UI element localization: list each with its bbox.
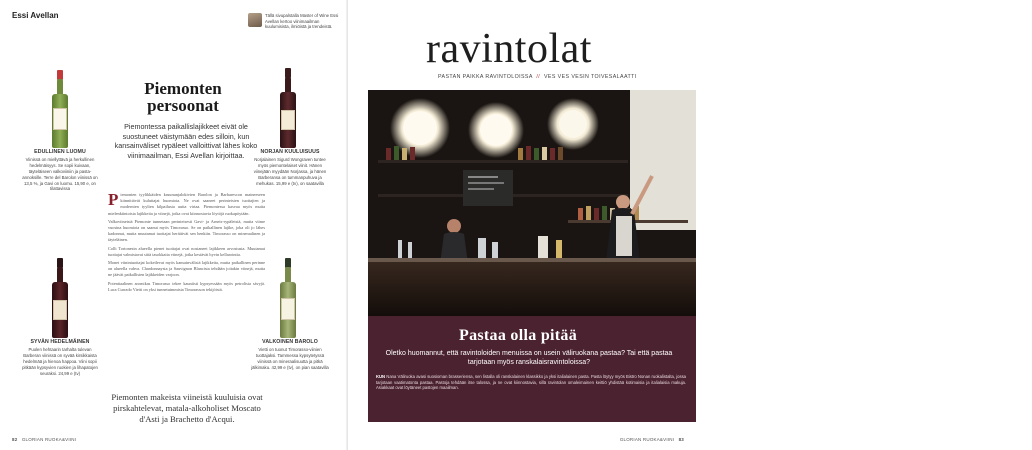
section-masthead: ravintolat: [426, 26, 592, 72]
article-headline: [118, 80, 248, 114]
wine-info-3: [20, 340, 100, 376]
headline-line-1: Piemonten: [144, 79, 222, 98]
wine-price: 15,90 e, on tilattavissa: [49, 180, 96, 192]
body-paragraph: Monet viinintuottajat kokeilevat myös kansainvälisiä lajikkeita, mutta paikallinen perinne on alueella vahva. Chardonnaysta ja Sauvignon Blancista tehdään joitakin viinejä, mutta ne jäävät paikallisten lajikkeiden varjoon.: [108, 260, 265, 278]
left-page: [0, 0, 348, 450]
wine-price: 24,99 e (tv): [58, 370, 81, 376]
body-paragraph: Valkoviineistä Piemonte tunnetaan perinteisesti Gavi- ja Arneis-rypäleistä, mutta viime vuosina huomiota on saanut myös Timorasso. Se on paikallinen lajike, joka oli jo lähes kadonnut, mutta muutamat tuottajat herättivät sen henkiin. Timorasso on mineraalinen ja täyteläinen.: [108, 218, 265, 243]
wine-info-1: [20, 150, 100, 192]
dropcap: P: [108, 190, 119, 209]
pull-quote: Piemonten makeista viineistä kuuluisia ovat pirskahtelevat, matala-alkoholiset Moscato d'Asti ja Brachetto d'Acqui.: [111, 392, 263, 424]
body-paragraph: iemonten tyylikkäiden kruununjalokivien Barolon ja Barbarescon maineeseen kiinnittävät kuluttajat huomiota. Ne ovat saaneet perinteisten tuottajien ja modernien tyylien kilpailusta uutta virtaa. Piemontessa kasvaa myös muita mielenkiintoisia lajikkeita ja viinejä, jotka ovat kiinnostavia löytöjä ruokapöytään.: [108, 192, 265, 216]
body-paragraph: Colli Tortonesin alueella pienet tuottajat ovat nostaneet lajikkeen arvostusta. Muutamat tuottajat valmistavat siitä tasokkaita viinejä, jotka kestävät hyvin kellarointia.: [108, 245, 265, 257]
subtitle-part-a: PASTAN PAIKKA RAVINTOLOISSA: [438, 74, 533, 80]
author-bio: Tällä sivupalstalla Master of Wine Essi Avellan kertoo viinimaailman kuulumisista, ilmiöistä ja trendeistä.: [265, 13, 339, 29]
article-lead: Piemontessa paikallislajikkeet eivät ole suostuneet väistymään edes silloin, kun kansainväliset rypäleet valloittivat lähes koko viinimaailman, Essi Avellan kirjoittaa.: [114, 122, 258, 160]
wine-price: 42,99 e (tv), on pian saatavilla: [271, 364, 329, 370]
wine-info-2: [250, 150, 330, 186]
page-number: 82: [12, 437, 18, 442]
band-body-text: Nana Väliruoka avasi suosioman brasseriensa, sen listalla oli ranskalainen klassikko ja yksi italialainen pasta. Pasta löytyy myös Bistro Nonan ruokalistalta, jossa tarjotaan vaatimatonta pastaa. Pastoja tehdään itse talossa, ja ne ovat kiinnostavia, sillä ravintolan omaleimainen keittiö yhdistää kotimaisia ja italialaisia makuja. Asiakkaat ovat löytäneet pastojen maailman.: [376, 374, 686, 391]
magazine-title: GLORIAN RUOKA&VIINI: [21, 437, 77, 442]
article-body: [108, 192, 265, 295]
restaurant-bar-illustration: [368, 90, 696, 318]
headline-line-2: persoonat: [147, 96, 219, 115]
wine-description: Norjalainen Sigurd Wongraven tuntee myös piemontelaiset viinit. Hänen viinejään myydään Norjassa, ja hänen Barberansa on tummanpuhuva ja mehukas.: [253, 156, 327, 186]
wine-description: Viinissä on miellyttävä ja herkullinen hedelmäisyys. Se sopii kuivaan, täyteläiseen valkoviiniin ja pasta-annoksille. Terre del Barolon viinissä on 13,5 %, ja Gavi on luomu.: [22, 156, 98, 186]
wine-name: EDULLINEN LUOMU: [34, 149, 86, 155]
subtitle-part-b: VES VES VESIN TOIVESALAATTI: [544, 74, 637, 80]
footer-right: [620, 437, 684, 442]
band-body-lead-word: KUN: [376, 374, 386, 379]
wine-description: Puolen hehtaarin tarhalta tulevan Barberan viinissä on syvää kirsikkaista hedelmää ja hienoa happoa. Viini sopii pitkään kypsyvien ruokien ja lihapatojen seuraksi.: [22, 346, 98, 376]
restaurant-photo: [368, 90, 696, 318]
wine-name: NORJAN KUULUISUUS: [260, 149, 320, 155]
section-subtitle: [438, 74, 637, 80]
band-body: [376, 374, 686, 391]
wine-info-4: [250, 340, 330, 371]
body-paragraph: Potentiaalinen aromikas Timorasso tekee kauniisti kypsyessään myös petrolisia sävyjä. Luca Currado Vietti on yksi tunnetuimmista Timorasson tekijöistä.: [108, 280, 265, 292]
photo-caption: Third Pacoessa tarjoilijat ottavat hetkessä osansa.: [982, 98, 1032, 109]
wine-description: Vietti on tuonut Timorasso-viinien tuottajaksi. Tammessa kypsytetyssä viinissä on mineraalisuutta ja pitkä jälkimaku.: [251, 346, 325, 370]
subtitle-separator: //: [536, 74, 541, 80]
band-lead: Oletko huomannut, että ravintoloiden menuissa on usein väliruokana pastaa? Tai että pastaa tarjotaan myös ranskalaisravintoloissa?: [385, 350, 673, 366]
wine-price: 15,99 e (tv), on saatavilla: [275, 180, 324, 186]
magazine-title: GLORIAN RUOKA&VIINI: [619, 437, 675, 442]
footer-left: [12, 437, 76, 442]
wine-name: SYVÄN HEDELMÄINEN: [30, 339, 90, 345]
author-heading: Essi Avellan: [12, 11, 59, 20]
page-number: 83: [678, 437, 684, 442]
wine-name: VALKOINEN BAROLO: [262, 339, 318, 345]
author-portrait: [248, 13, 262, 27]
band-headline: Pastaa olla pitää: [459, 327, 577, 344]
